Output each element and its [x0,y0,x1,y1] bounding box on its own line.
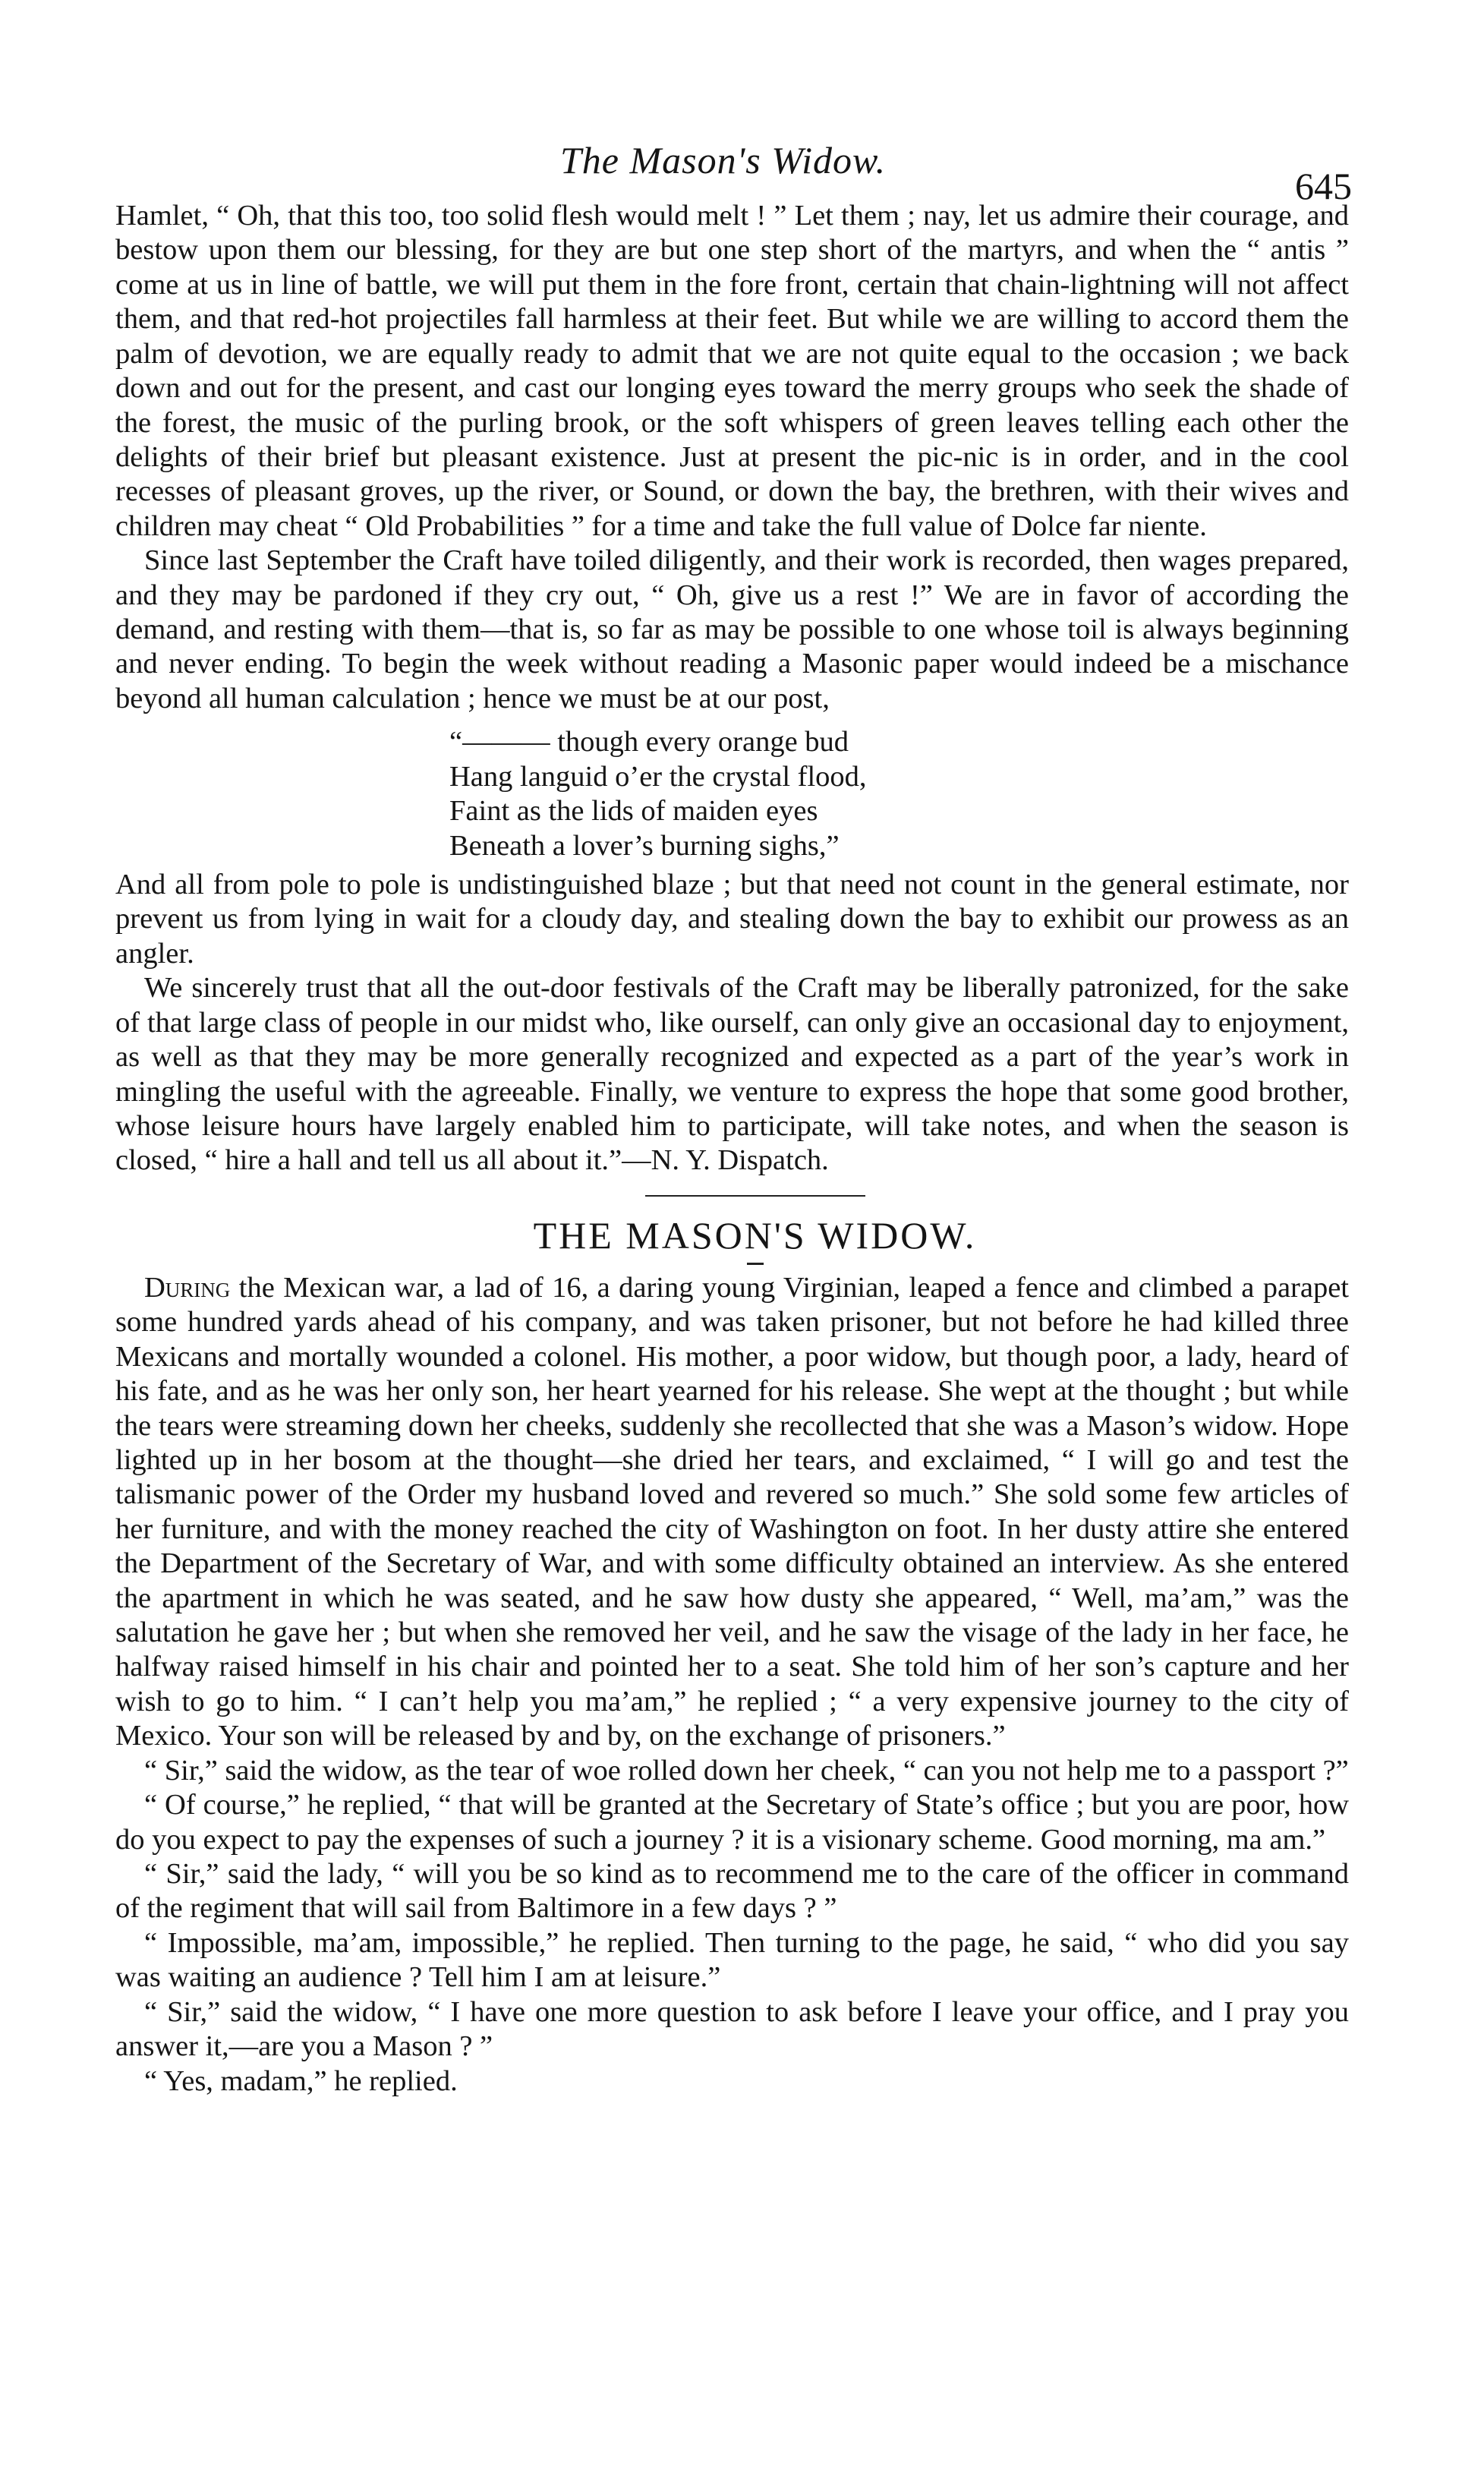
opening-word: During [144,1271,231,1304]
section-divider [645,1195,865,1197]
paragraph-we-sincerely-trust: We sincerely trust that all the out-door festivals of the Craft may be liberally patronized, for the sake of that large class of people in our midst who, like ourself, can only give an occasional day to enjoyment, as well as that they may be more generally recognized and expected as a part of the year’s work in mingling the useful with the agreeable. Finally, we venture to express the hope that some good brother, whose leisure hours have largely enabled him to participate, will take notes, and when the season is closed, “ hire a hall and tell us all about it.”—N. Y. Dispatch. [115,972,1349,1177]
paragraph-text: the Mexican war, a lad of 16, a daring young Virginian, leaped a fence and climbed a parapet some hundred yards ahead of his company, and was taken prisoner, but not before he had killed three Mexicans and mortally wounded a colonel. His mother, a poor widow, but though poor, a lady, heard of his fate, and as he was her only son, her heart yearned for his release. She wept at the thought ; but while the tears were streaming down her cheeks, suddenly she recollected that she was a Mason’s widow. Hope lighted up in her bosom at the thought—she dried her tears, and exclaimed, “ I will go and test the talismanic power of the Order my husband loved and revered so much.” She sold some few articles of her furniture, and with the money reached the city of Washington on foot. In her dusty attire she entered the Department of the Secretary of War, and with some difficulty obtained an interview. As she entered the apartment in which he was seated, and he saw how dusty she appeared, “ Well, ma’am,” was the salutation he gave her ; but when she removed her veil, and he saw the visage of the lady in her face, he halfway raised himself in his chair and pointed her to a seat. She told him of her son’s capture and her wish to go to him. “ I can’t help you ma’am,” he replied ; “ a very expensive journey to the city of Mexico. Your son will be released by and by, on the exchange of prisoners.” [115,1271,1349,1752]
poem-line: Beneath a lover’s burning sighs,” [449,829,840,862]
page-body [115,199,1349,2099]
page-number: 645 [1295,165,1352,207]
running-title: The Mason's Widow. [560,139,887,181]
running-head [0,131,1484,207]
paragraph-are-you-a-mason: “ Sir,” said the widow, “ I have one more question to ask before I leave your office, and I pray you answer it,—are you a Mason ? ” [115,1995,1349,2063]
poem-line: Hang languid o’er the crystal flood, [449,760,867,793]
poem-line: Faint as the lids of maiden eyes [449,795,818,828]
paragraph-during-mexican-war [115,1271,1349,1754]
paragraph-impossible: “ Impossible, ma’am, impossible,” he replied. Then turning to the page, he said, “ who did you say was waiting an audience ? Tell him I am at leisure.” [115,1926,1349,1994]
paragraph-yes-madam: “ Yes, madam,” he replied. [144,2064,458,2097]
paragraph-passport: “ Sir,” said the widow, as the tear of woe rolled down her cheek, “ can you not help me to a passport ?” [144,1754,1349,1787]
poem-quotation [449,725,1349,863]
paragraph-since-last-september: Since last September the Craft have toiled diligently, and their work is recorded, then wages prepared, and they may be pardoned if they cry out, “ Oh, give us a rest !” We are in favor of according the demand, and resting with them—that is, so far as may be possible to one whose toil is always beginning and never ending. To begin the week without reading a Masonic paper would indeed be a mischance beyond all human calculation ; hence we must be at our post, [115,544,1349,714]
title-dash [747,1263,764,1265]
paragraph-and-all-from-pole: And all from pole to pole is undistinguished blaze ; but that need not count in the general estimate, nor prevent us from lying in wait for a cloudy day, and stealing down the bay to exhibit our prowess as an angler. [115,869,1349,970]
paragraph-of-course: “ Of course,” he replied, “ that will be granted at the Secretary of State’s office ; but you are poor, how do you expect to pay the expenses of such a journey ? it is a visionary scheme. Good morning, ma am.” [115,1789,1349,1856]
paragraph-hamlet: Hamlet, “ Oh, that this too, too solid flesh would melt ! ” Let them ; nay, let us admire their courage, and bestow upon them our blessing, for they are but one step short of the martyrs, and when the “ antis ” come at us in line of battle, we will put them in the fore front, certain that chain-lightning will not affect them, and that red-hot projectiles fall harmless at their feet. But while we are willing to accord them the palm of devotion, we are equally ready to admit that we are not quite equal to the occasion ; we back down and out for the present, and cast our longing eyes toward the merry groups who seek the shade of the forest, the music of the purling brook, or the soft whispers of green leaves telling each other the delights of their brief but pleasant existence. Just at present the pic-nic is in order, and in the cool recesses of pleasant groves, up the river, or Sound, or down the bay, the brethren, with their wives and children may cheat “ Old Probabilities ” for a time and take the full value of Dolce far niente. [115,200,1349,542]
poem-line: “——— though every orange bud [449,726,849,759]
article-title: THE MASON'S WIDOW. [533,1213,977,1257]
paragraph-recommend: “ Sir,” said the lady, “ will you be so kind as to recommend me to the care of the officer in command of the regiment that will sail from Baltimore in a few days ? ” [115,1857,1349,1925]
